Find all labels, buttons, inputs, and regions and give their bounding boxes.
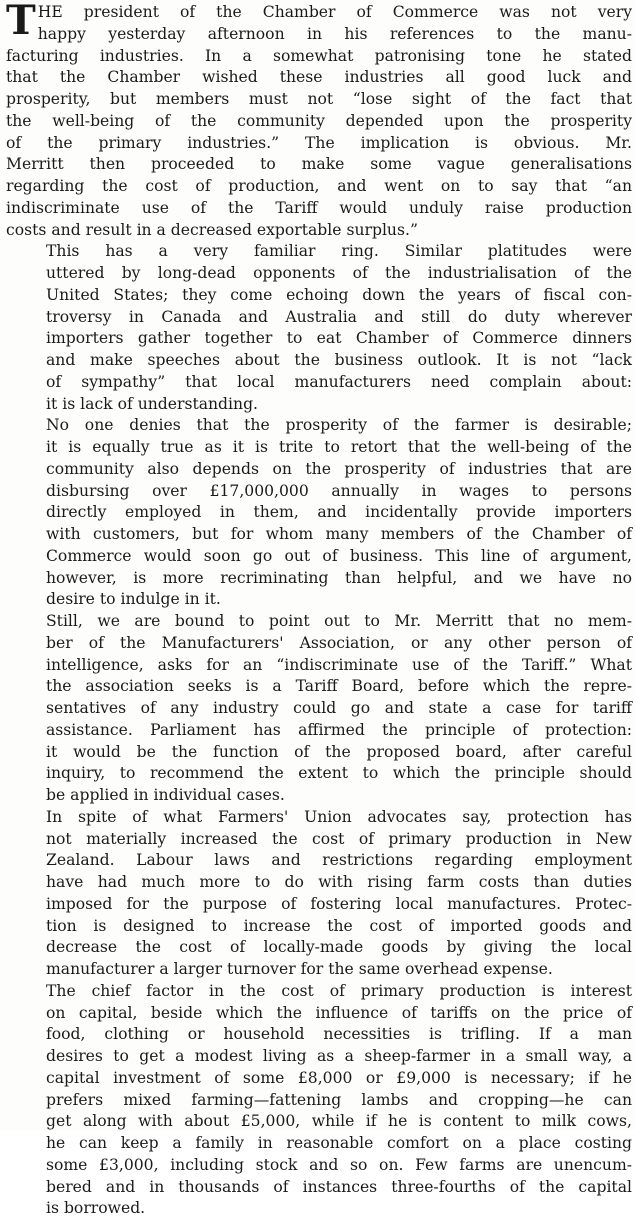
text-line: Zealand. Labour laws and restrictions regarding employment	[46, 851, 632, 870]
paragraph-2	[6, 241, 632, 415]
text-line: prefers mixed farming—fattening lambs and cropping—he can	[46, 1090, 632, 1109]
text-line: inquiry, to recommend the extent to which the principle should	[46, 764, 632, 783]
text-line: intelligence, asks for an “indiscriminate use of the Tariff.” What	[46, 655, 632, 674]
text-line: uttered by long-dead opponents of the industrialisation of the	[46, 264, 632, 282]
text-line: be applied in individual cases.	[46, 786, 285, 804]
text-line: regarding the cost of production, and went on to say that “an	[6, 177, 632, 195]
text-line: desires to get a modest living as a sheep-farmer in a small way, a	[46, 1047, 632, 1065]
text-line: importers gather together to eat Chamber of Commerce dinners	[46, 329, 632, 348]
text-line: it is lack of understanding.	[46, 394, 259, 413]
text-line: of sympathy” that local manufacturers need complain about:	[46, 372, 632, 391]
text-line: costs and result in a decreased exportable surplus.”	[6, 220, 418, 239]
text-line: community also depends on the prosperity of industries that are	[46, 459, 632, 478]
text-line: with customers, but for whom many members of the Chamber of	[46, 525, 632, 543]
text-line: manufacturer a larger turnover for the same overhead expense.	[46, 960, 553, 978]
text-line: food, clothing or household necessities is trifling. If a man	[46, 1025, 632, 1044]
text-line: Merritt then proceeded to make some vague generalisations	[6, 155, 632, 174]
text-line: United States; they come echoing down the years of fiscal con-	[46, 285, 632, 304]
text-line: desire to indulge in it.	[46, 590, 221, 609]
text-line: This has a very familiar ring. Similar platitudes were	[46, 242, 632, 261]
text-line: Still, we are bound to point out to Mr. Merritt that no mem-	[46, 612, 632, 630]
paragraph-5	[6, 807, 632, 981]
text-line: however, is more recriminating than helpful, and we have no	[46, 568, 632, 587]
text-line: directly employed in them, and incidentally provide importers	[46, 503, 632, 522]
text-line: decrease the cost of locally-made goods by giving the local	[46, 938, 632, 957]
text-line: it is equally true as it is trite to retort that the well-being of the	[46, 438, 632, 456]
text-line: disbursing over £17,000,000 annually in wages to persons	[46, 481, 632, 500]
text-line: the association seeks is a Tariff Board, before which the repre-	[46, 677, 632, 696]
text-line: sentatives of any industry could go and state a case for tariff	[46, 699, 632, 717]
text-line: tion is designed to increase the cost of imported goods and	[46, 916, 632, 935]
text-line: on capital, beside which the influence of tariffs on the price of	[46, 1003, 632, 1022]
text-line: the well-being of the community depended upon the prosperity	[6, 111, 632, 130]
text-line: assistance. Parliament has affirmed the principle of protection:	[46, 720, 632, 739]
text-line: capital investment of some £8,000 or £9,000 is necessary; if he	[46, 1068, 632, 1087]
paragraph-3	[6, 415, 632, 611]
article-column	[6, 2, 632, 1220]
paragraph-1	[6, 2, 632, 241]
text-line: indiscriminate use of the Tariff would unduly raise production	[6, 198, 632, 217]
text-line: he can keep a family in reasonable comfort on a place costing	[46, 1134, 632, 1152]
text-line: that the Chamber wished these industries all good luck and	[6, 68, 632, 87]
text-line: and make speeches about the business outlook. It is not “lack	[46, 351, 632, 369]
text-line: is borrowed.	[46, 1199, 146, 1218]
text-line: The chief factor in the cost of primary production is interest	[46, 981, 632, 1000]
text-line: No one denies that the prosperity of the farmer is desirable;	[46, 416, 632, 435]
text-line: have had much more to do with rising farm costs than duties	[46, 873, 632, 891]
text-line: not materially increased the cost of primary production in New	[46, 829, 632, 848]
text-line: of the primary industries.” The implication is obvious. Mr.	[6, 133, 632, 152]
text-line: get along with about £5,000, while if he is content to milk cows,	[46, 1112, 632, 1131]
text-line: Commerce would soon go out of business. This line of argument,	[46, 546, 632, 565]
text-line: prosperity, but members must not “lose sight of the fact that	[6, 90, 632, 108]
text-line: troversy in Canada and Australia and still do duty wherever	[46, 307, 632, 326]
text-line: bered and in thousands of instances three-fourths of the capital	[46, 1177, 632, 1196]
paragraph-6	[6, 981, 632, 1220]
text-line: it would be the function of the proposed board, after careful	[46, 742, 632, 761]
text-line: In spite of what Farmers' Union advocates say, protection has	[46, 807, 632, 826]
text-line: some £3,000, including stock and so on. Few farms are unencum-	[46, 1155, 632, 1174]
text-line: facturing industries. In a somewhat patronising tone he stated	[6, 46, 632, 65]
text-line: ber of the Manufacturers' Association, or any other person of	[46, 633, 632, 652]
paragraph-4	[6, 611, 632, 807]
drop-cap: T	[6, 0, 36, 44]
text-line: HE president of the Chamber of Commerce was not very	[37, 3, 632, 21]
text-line: happy yesterday afternoon in his references to the manu-	[37, 24, 632, 43]
text-line: imposed for the purpose of fostering local manufactures. Protec-	[46, 894, 632, 913]
